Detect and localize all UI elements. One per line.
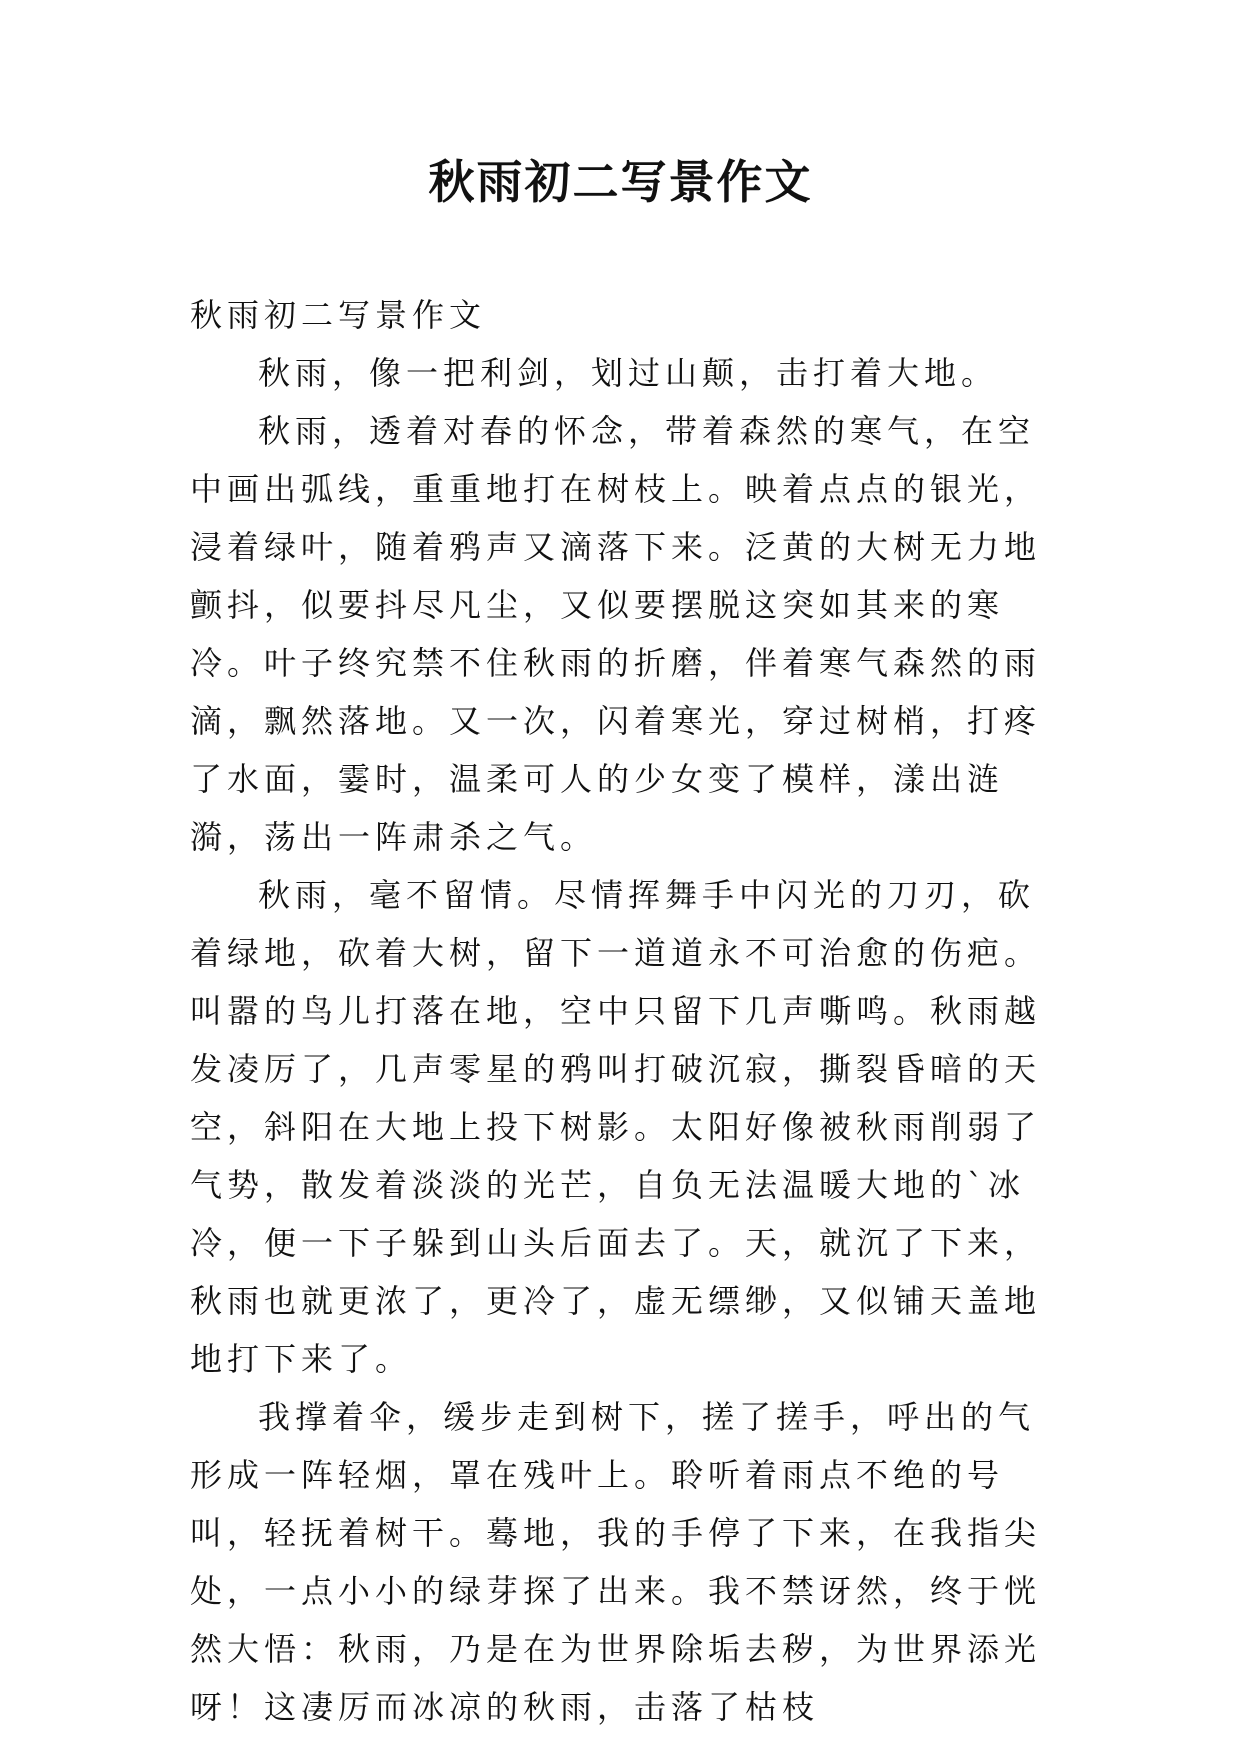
- paragraph-1: 秋雨，像一把利剑，划过山颠，击打着大地。: [258, 354, 999, 392]
- page-title: 秋雨初二写景作文: [428, 155, 813, 209]
- essay-subtitle: 秋雨初二写景作文: [190, 296, 487, 334]
- paragraph-4: 我撑着伞，缓步走到树下，搓了搓手，呼出的气形成一阵轻烟，罩在残叶上。聆听着雨点不绝的号叫，轻抚着树干。蓦地，我的手停了下来，在我指尖处，一点小小的绿芽探了出来。我不禁讶然，终于恍然大悟：秋雨，乃是在为世界除垢去秽，为世界添光呀！这凄厉而冰凉的秋雨，击落了枯枝: [190, 1398, 1042, 1726]
- paragraph-3: 秋雨，毫不留情。尽情挥舞手中闪光的刀刃，砍着绿地，砍着大树，留下一道道永不可治愈的伤疤。叫嚣的鸟儿打落在地，空中只留下几声嘶鸣。秋雨越发凌厉了，几声零星的鸦叫打破沉寂，撕裂昏暗的天空，斜阳在大地上投下树影。太阳好像被秋雨削弱了气势，散发着淡淡的光芒，自负无法温暖大地的`冰冷，便一下子躲到山头后面去了。天，就沉了下来，秋雨也就更浓了，更冷了，虚无缥缈，又似铺天盖地地打下来了。: [190, 876, 1042, 1378]
- paragraph-2: 秋雨，透着对春的怀念，带着森然的寒气，在空中画出弧线，重重地打在树枝上。映着点点的银光，浸着绿叶，随着鸦声又滴落下来。泛黄的大树无力地颤抖，似要抖尽凡尘，又似要摆脱这突如其来的寒冷。叶子终究禁不住秋雨的折磨，伴着寒气森然的雨滴，飘然落地。又一次，闪着寒光，穿过树梢，打疼了水面，霎时，温柔可人的少女变了模样，漾出涟漪，荡出一阵肃杀之气。: [190, 412, 1042, 856]
- essay-body: [190, 286, 1058, 1736]
